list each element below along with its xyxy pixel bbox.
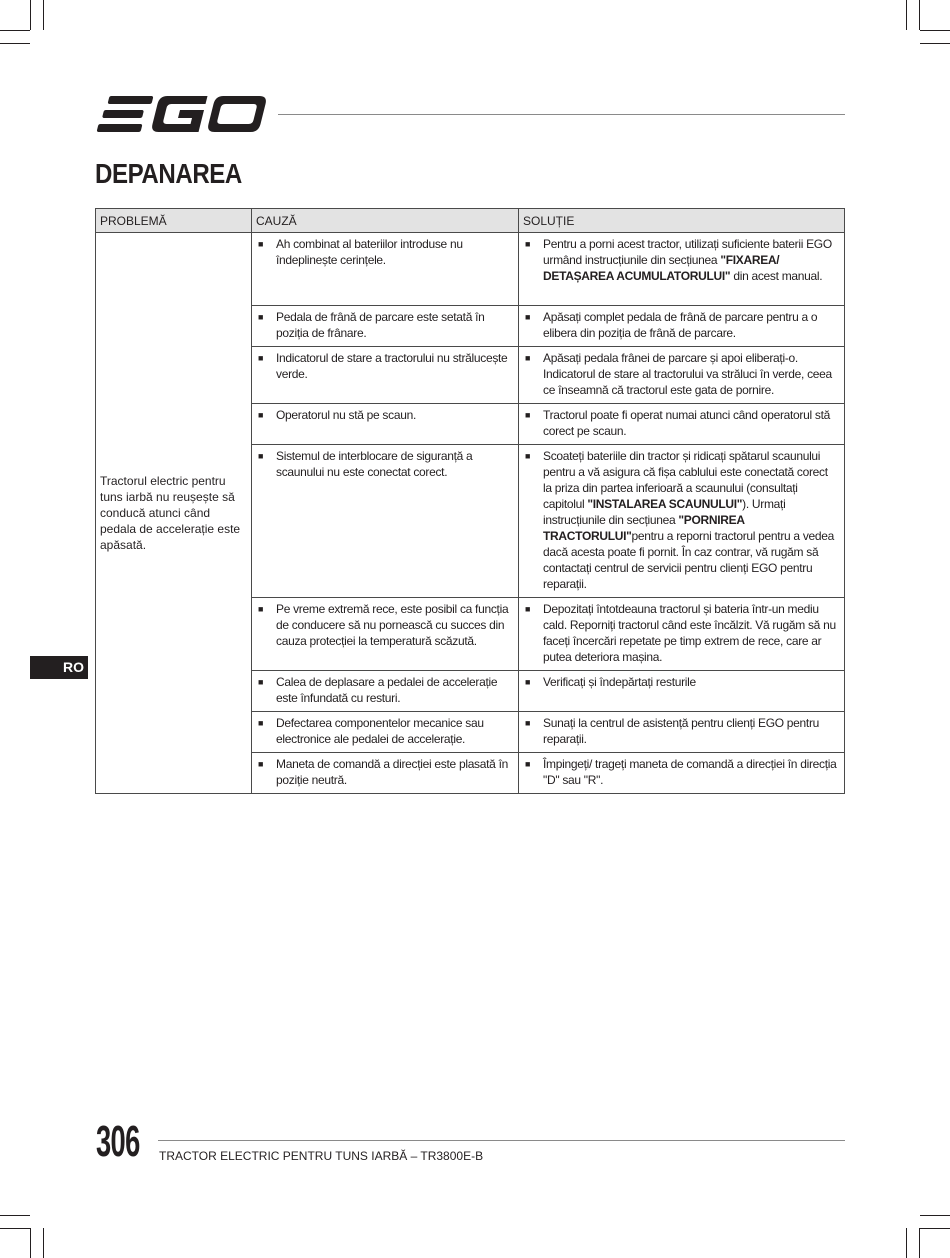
solution-cell [519, 233, 845, 306]
solution-cell [519, 671, 845, 712]
crop-mark [920, 43, 950, 44]
cause-cell [252, 712, 519, 753]
square-bullet-icon: ■ [258, 677, 264, 687]
solution-cell [519, 598, 845, 671]
solution-text: Pentru a porni acest tractor, utilizați suficiente baterii EGO urmând instrucțiunile din secțiunea [543, 237, 832, 267]
crop-mark [920, 1228, 950, 1229]
crop-mark [30, 0, 31, 30]
cause-text: Operatorul nu stă pe scaun. [276, 408, 416, 422]
section-reference: "FIXAREA/ DETAȘAREA ACUMULATORULUI" [543, 253, 780, 283]
square-bullet-icon: ■ [525, 677, 531, 687]
crop-mark [30, 1228, 31, 1258]
cause-cell [252, 671, 519, 712]
square-bullet-icon: ■ [525, 353, 531, 363]
problem-cell: Tractorul electric pentru tuns iarbă nu reușește să conducă atunci când pedala de accelerație este apăsată. [96, 233, 252, 794]
crop-mark [906, 1228, 907, 1258]
square-bullet-icon: ■ [525, 239, 531, 249]
square-bullet-icon: ■ [258, 759, 264, 769]
crop-mark [43, 1228, 44, 1258]
cause-text: Defectarea componentelor mecanice sau electronice ale pedalei de accelerație. [276, 716, 484, 746]
solution-text: Apăsați pedala frânei de parcare și apoi eliberați-o. Indicatorul de stare al tractorului va străluci în verde, ceea ce înseamnă că tractorul este gata de pornire. [543, 351, 832, 397]
language-tab: RO [30, 656, 88, 679]
crop-mark [906, 0, 907, 30]
square-bullet-icon: ■ [258, 410, 264, 420]
solution-cell [519, 347, 845, 404]
cause-text: Ah combinat al bateriilor introduse nu îndeplinește cerințele. [276, 237, 463, 267]
cause-text: Pedala de frână de parcare este setată în poziția de frânare. [276, 310, 485, 340]
solution-text: Apăsați complet pedala de frână de parcare pentru a o elibera din poziția de frână de parcare. [543, 310, 818, 340]
square-bullet-icon: ■ [525, 312, 531, 322]
square-bullet-icon: ■ [525, 451, 531, 461]
header-cause: CAUZĂ [252, 209, 519, 233]
page-title: DEPANAREA [95, 158, 242, 189]
section-reference: "INSTALAREA SCAUNULUI" [587, 497, 743, 511]
cause-cell [252, 306, 519, 347]
square-bullet-icon: ■ [258, 312, 264, 322]
solution-text: Tractorul poate fi operat numai atunci când operatorul stă corect pe scaun. [543, 408, 830, 438]
cause-text: Pe vreme extremă rece, este posibil ca funcția de conducere să nu pornească cu succes din cauza protecției la temperatură scăzută. [276, 602, 509, 648]
solution-text: Împingeți/ trageți maneta de comandă a direcției în direcția "D" sau "R". [543, 757, 837, 787]
document-title: TRACTOR ELECTRIC PENTRU TUNS IARBĂ – TR3800E-B [159, 1149, 484, 1163]
square-bullet-icon: ■ [258, 604, 264, 614]
header-solution: SOLUȚIE [519, 209, 845, 233]
cause-cell [252, 598, 519, 671]
square-bullet-icon: ■ [258, 718, 264, 728]
solution-text: Verificați și îndepărtați resturile [543, 675, 696, 689]
cause-text: Indicatorul de stare a tractorului nu strălucește verde. [276, 351, 508, 381]
footer-rule [158, 1140, 845, 1141]
troubleshooting-table [95, 208, 845, 794]
crop-mark [919, 0, 920, 30]
cause-cell [252, 347, 519, 404]
solution-text: Depozitați întotdeauna tractorul și bateria într-un mediu cald. Reporniți tractorul când este încălzit. Vă rugăm să nu faceți încercări repetate pe timp extrem de rece, care ar putea deteriora mașina. [543, 602, 836, 664]
solution-text: Scoateți bateriile din tractor și ridicați spătarul scaunului pentru a vă asigura că fișa cablului este conectată corect la priza din partea inferioară a scaunului (consultați capitolul [543, 449, 828, 511]
cause-text: Calea de deplasare a pedalei de accelerație este înfundată cu resturi. [276, 675, 498, 705]
square-bullet-icon: ■ [258, 451, 264, 461]
square-bullet-icon: ■ [258, 353, 264, 363]
cause-text: Maneta de comandă a direcției este plasată în poziție neutră. [276, 757, 508, 787]
header-problem: PROBLEMĂ [96, 209, 252, 233]
crop-mark [0, 1228, 30, 1229]
solution-cell [519, 712, 845, 753]
square-bullet-icon: ■ [525, 718, 531, 728]
ego-logo [96, 94, 268, 134]
solution-text: Sunați la centrul de asistență pentru clienți EGO pentru reparații. [543, 716, 820, 746]
crop-mark [0, 43, 30, 44]
table-header-row [96, 209, 845, 233]
section-reference: "PORNIREA TRACTORULUI" [543, 513, 745, 543]
square-bullet-icon: ■ [525, 759, 531, 769]
table-row [96, 233, 845, 306]
solution-cell [519, 753, 845, 794]
cause-text: Sistemul de interblocare de siguranță a scaunului nu este conectat corect. [276, 449, 473, 479]
cause-cell [252, 404, 519, 445]
solution-cell [519, 445, 845, 598]
square-bullet-icon: ■ [525, 604, 531, 614]
crop-mark [920, 30, 950, 31]
cause-cell [252, 753, 519, 794]
solution-cell [519, 404, 845, 445]
crop-mark [920, 1215, 950, 1216]
square-bullet-icon: ■ [525, 410, 531, 420]
solution-cell [519, 306, 845, 347]
solution-text: ). Urmați instrucțiunile din secțiunea [543, 497, 786, 527]
page-number: 306 [96, 1117, 140, 1166]
cause-cell [252, 445, 519, 598]
solution-text: din acest manual. [730, 269, 823, 283]
solution-text: pentru a reporni tractorul pentru a vedea dacă acesta poate fi pornit. În caz contrar, vă rugăm să contactați centrul de servicii pentru clienți EGO pentru reparații. [543, 529, 835, 591]
square-bullet-icon: ■ [258, 239, 264, 249]
crop-mark [0, 1215, 30, 1216]
cause-cell [252, 233, 519, 306]
header-rule [278, 114, 845, 115]
crop-mark [43, 0, 44, 30]
crop-mark [0, 30, 30, 31]
crop-mark [919, 1228, 920, 1258]
